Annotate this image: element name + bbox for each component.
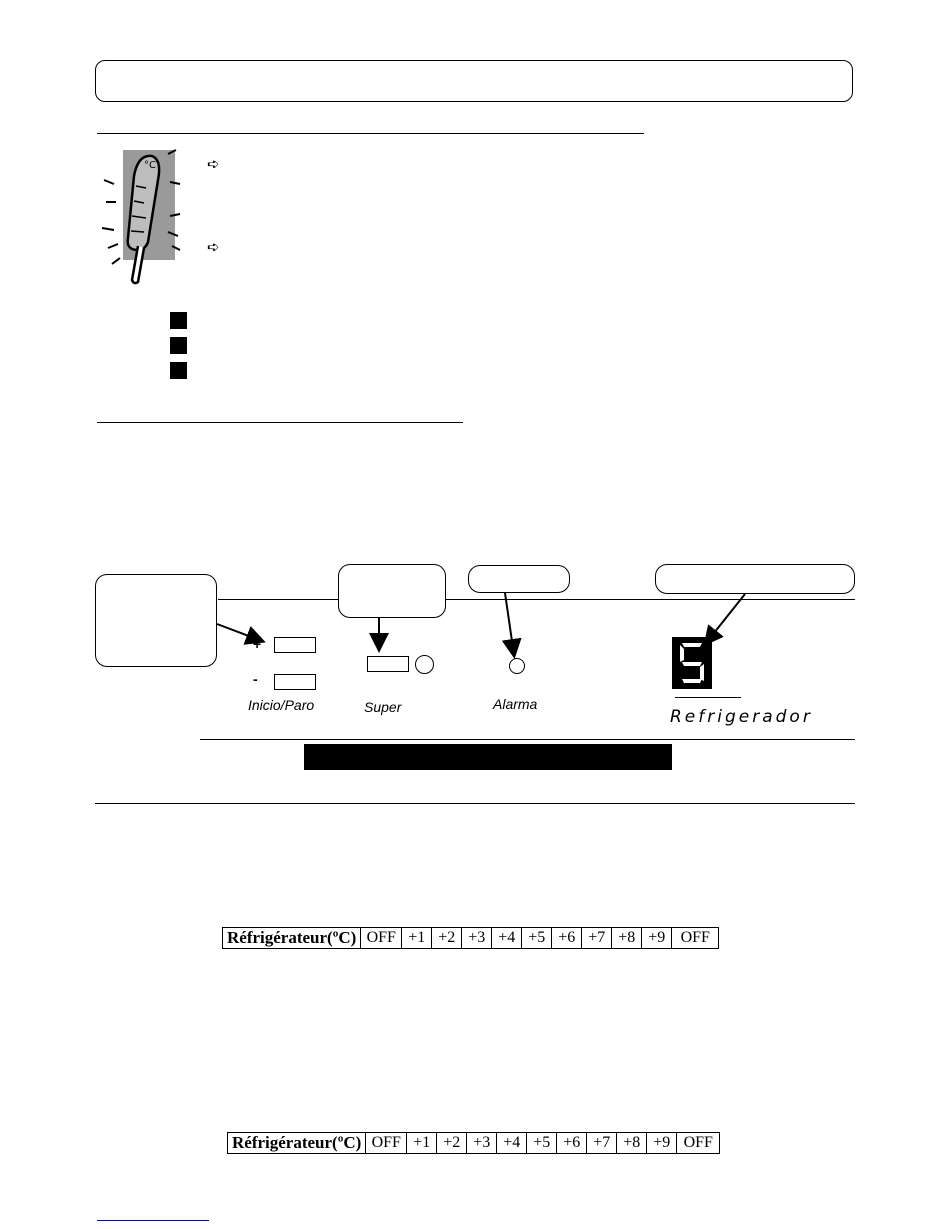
table-cell: +2 [437, 1133, 467, 1154]
table-header-cell: Réfrigérateur(ºC) [228, 1133, 366, 1154]
svg-text:°C: °C [144, 160, 156, 171]
temperature-table [222, 927, 719, 949]
table-cell: +2 [432, 928, 462, 949]
table-cell: +1 [407, 1133, 437, 1154]
plus-sign: + [253, 636, 262, 652]
table-cell: +4 [492, 928, 522, 949]
table-cell: +6 [557, 1133, 587, 1154]
table-cell: +9 [642, 928, 672, 949]
super-label: Super [364, 699, 402, 715]
table-cell: +9 [647, 1133, 677, 1154]
alarm-label: Alarma [493, 696, 538, 712]
refrigerator-label: Refrigerador [670, 707, 813, 727]
table-cell: +3 [467, 1133, 497, 1154]
super-led [415, 655, 434, 674]
display-underline [675, 697, 741, 698]
table-cell: +5 [527, 1133, 557, 1154]
table-cell: +6 [552, 928, 582, 949]
table-cell: +4 [497, 1133, 527, 1154]
table-header-cell: Réfrigérateur(ºC) [223, 928, 361, 949]
temp-up-button[interactable] [274, 637, 316, 653]
temp-down-button[interactable] [274, 674, 316, 690]
section-divider [95, 803, 855, 804]
table-cell: +8 [612, 928, 642, 949]
caption-bar [304, 744, 672, 770]
seven-segment-digit [672, 637, 712, 689]
footnote-rule [97, 1220, 209, 1221]
super-button[interactable] [367, 656, 409, 672]
table-cell: +5 [522, 928, 552, 949]
table-row [228, 1133, 720, 1154]
bullet-arrow-icon: ➪ [207, 238, 220, 256]
table-cell: OFF [677, 1133, 720, 1154]
start-stop-label: Inicio/Paro [248, 697, 315, 713]
table-cell: OFF [366, 1133, 407, 1154]
table-row [223, 928, 719, 949]
temperature-display [672, 637, 712, 689]
table-cell: +1 [402, 928, 432, 949]
temperature-table [227, 1132, 720, 1154]
table-cell: OFF [672, 928, 719, 949]
alarm-led [509, 658, 525, 674]
table-cell: +7 [582, 928, 612, 949]
table-cell: +3 [462, 928, 492, 949]
minus-sign: - [253, 671, 258, 687]
table-cell: OFF [361, 928, 402, 949]
table-cell: +7 [587, 1133, 617, 1154]
bullet-arrow-icon: ➪ [207, 155, 220, 173]
table-cell: +8 [617, 1133, 647, 1154]
